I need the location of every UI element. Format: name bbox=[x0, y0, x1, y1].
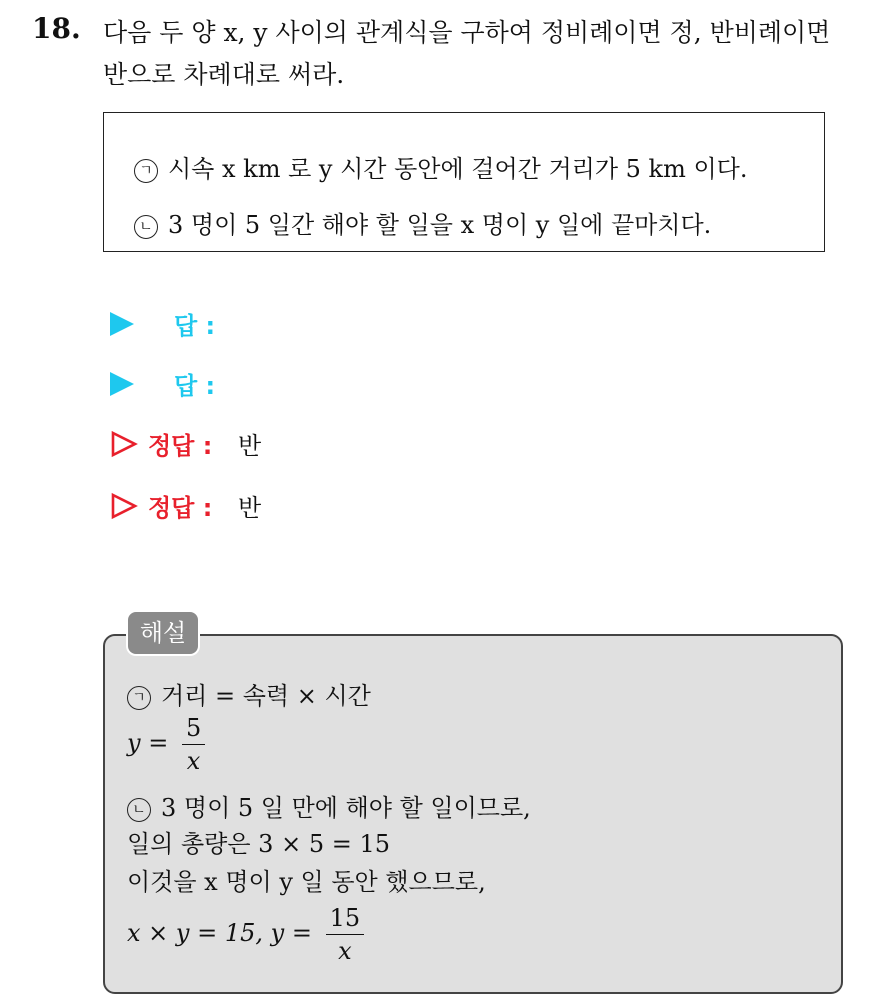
explanation-line-6 bbox=[127, 902, 364, 967]
conditions-box bbox=[103, 112, 825, 252]
fraction-numerator: 5 bbox=[182, 712, 205, 745]
condition-item-1 bbox=[134, 149, 747, 184]
explanation-line-4: 일의 총량은 3 × 5 = 15 bbox=[127, 830, 390, 858]
question-text-line2: 반으로 차례대로 써라. bbox=[103, 60, 345, 89]
question-number: 18. bbox=[32, 12, 81, 45]
explanation-tag: 해설 bbox=[128, 612, 198, 654]
question-text bbox=[103, 12, 873, 96]
fraction-denominator: x bbox=[338, 937, 352, 965]
condition-text-1: 시속 x km 로 y 시간 동안에 걸어간 거리가 5 km 이다. bbox=[168, 155, 748, 183]
explanation-line-1-text: 거리 = 속력 × 시간 bbox=[161, 682, 371, 710]
correct-answer-value: 반 bbox=[238, 432, 262, 460]
correct-answer-label: 정답 : bbox=[148, 494, 213, 522]
triangle-bullet-icon bbox=[110, 312, 134, 336]
outline-triangle-icon bbox=[110, 492, 138, 520]
condition-text-2: 3 명이 5 일간 해야 할 일을 x 명이 y 일에 끝마치다. bbox=[168, 211, 712, 239]
circled-marker-1: ㄱ bbox=[134, 159, 158, 183]
correct-answer-label: 정답 : bbox=[148, 432, 213, 460]
answer-label: 답 : bbox=[174, 372, 216, 400]
condition-item-2 bbox=[134, 205, 711, 240]
fraction-numerator: 15 bbox=[326, 902, 365, 935]
explanation-line-2-lhs: y = bbox=[127, 729, 169, 757]
circled-marker-1: ㄱ bbox=[127, 686, 151, 710]
explanation-line-3-text: 3 명이 5 일 만에 해야 할 일이므로, bbox=[161, 794, 531, 822]
explanation-line-2 bbox=[127, 712, 205, 777]
triangle-bullet-icon bbox=[110, 372, 134, 396]
fraction bbox=[182, 712, 205, 777]
fraction-denominator: x bbox=[186, 747, 201, 775]
answer-label: 답 : bbox=[174, 312, 216, 340]
fraction bbox=[326, 902, 365, 967]
explanation-line-3 bbox=[127, 788, 531, 823]
explanation-line-5: 이것을 x 명이 y 일 동안 했으므로, bbox=[127, 868, 486, 896]
explanation-line-1 bbox=[127, 676, 371, 711]
outline-triangle-icon bbox=[110, 430, 138, 458]
correct-answer-value: 반 bbox=[238, 494, 262, 522]
explanation-line-6-lhs: x × y = 15, y = bbox=[127, 919, 312, 947]
circled-marker-2: ㄴ bbox=[134, 215, 158, 239]
explanation-box bbox=[103, 634, 843, 994]
question-text-line1: 다음 두 양 x, y 사이의 관계식을 구하여 정비례이면 정, 반비례이면 bbox=[103, 18, 831, 47]
circled-marker-2: ㄴ bbox=[127, 798, 151, 822]
